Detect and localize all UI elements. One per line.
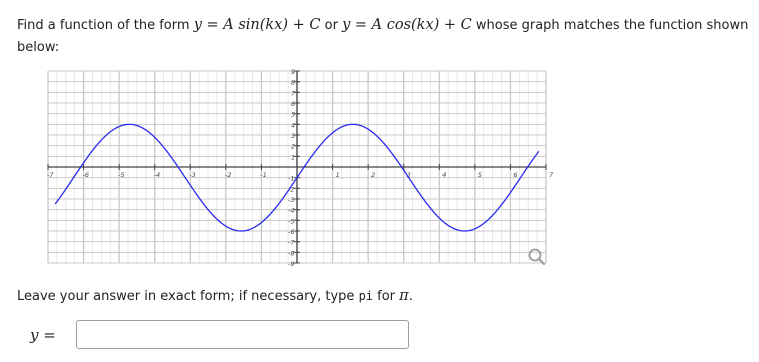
prompt-text-1: Find a function of the form <box>17 18 194 33</box>
x-tick-label: -7 <box>47 171 54 179</box>
y-tick-label: 8 <box>291 78 296 87</box>
y-tick-label: 4 <box>291 121 296 130</box>
y-tick-label: -9 <box>288 260 295 268</box>
y-tick-label: -1 <box>288 174 295 183</box>
instructions-pi: π <box>399 288 409 304</box>
y-tick-label: -7 <box>288 238 295 247</box>
x-tick-label: 2 <box>371 171 376 179</box>
y-tick-label: -5 <box>288 217 295 226</box>
y-tick-label: -4 <box>288 206 295 215</box>
y-tick-label: 6 <box>291 100 296 108</box>
prompt-text-2: whose graph matches the function shown below: <box>17 18 749 55</box>
x-tick-label: 1 <box>335 171 340 179</box>
axes <box>48 71 546 263</box>
answer-label <box>30 326 76 344</box>
x-tick-label: -6 <box>82 171 90 179</box>
y-tick-label: 2 <box>291 142 296 151</box>
instructions-text: Leave your answer in exact form; if necessary, type <box>17 289 359 304</box>
y-tick-label: 3 <box>291 132 296 140</box>
y-tick-label: 5 <box>291 110 296 119</box>
y-tick-label: -3 <box>288 196 295 204</box>
question-prompt <box>17 14 752 59</box>
x-tick-label: 4 <box>442 171 447 179</box>
x-tick-label: 5 <box>477 171 482 179</box>
y-tick-label: 7 <box>291 89 296 98</box>
x-tick-label: 3 <box>406 171 411 179</box>
x-tick-label: 7 <box>549 171 554 179</box>
form-cos: y = A cos(kx) + C <box>342 17 472 33</box>
y-tick-label: 9 <box>291 68 296 76</box>
y-tick-label: -6 <box>288 228 295 236</box>
y-tick-label: -8 <box>288 249 295 258</box>
answer-label-equals: = <box>43 325 56 344</box>
x-tick-label: -5 <box>118 171 125 179</box>
prompt-or: or <box>320 18 343 33</box>
instructions-end: . <box>408 289 413 304</box>
magnifier-icon[interactable] <box>526 246 548 268</box>
form-sin: y = A sin(kx) + C <box>193 17 321 33</box>
tick-labels <box>47 68 554 268</box>
function-graph <box>44 67 554 268</box>
x-tick-label: 6 <box>513 171 518 179</box>
answer-label-y: y <box>30 325 39 344</box>
y-tick-label: -2 <box>288 185 295 194</box>
instructions-code: pi <box>358 289 374 303</box>
x-tick-label: -3 <box>189 171 196 179</box>
instructions <box>17 286 413 307</box>
answer-row <box>30 320 409 349</box>
x-tick-label: -2 <box>224 171 232 179</box>
y-tick-label: 1 <box>291 153 296 162</box>
x-tick-label: -1 <box>260 171 267 179</box>
instructions-for: for <box>373 289 400 304</box>
x-tick-label: -4 <box>153 171 161 179</box>
answer-input[interactable] <box>76 320 409 349</box>
